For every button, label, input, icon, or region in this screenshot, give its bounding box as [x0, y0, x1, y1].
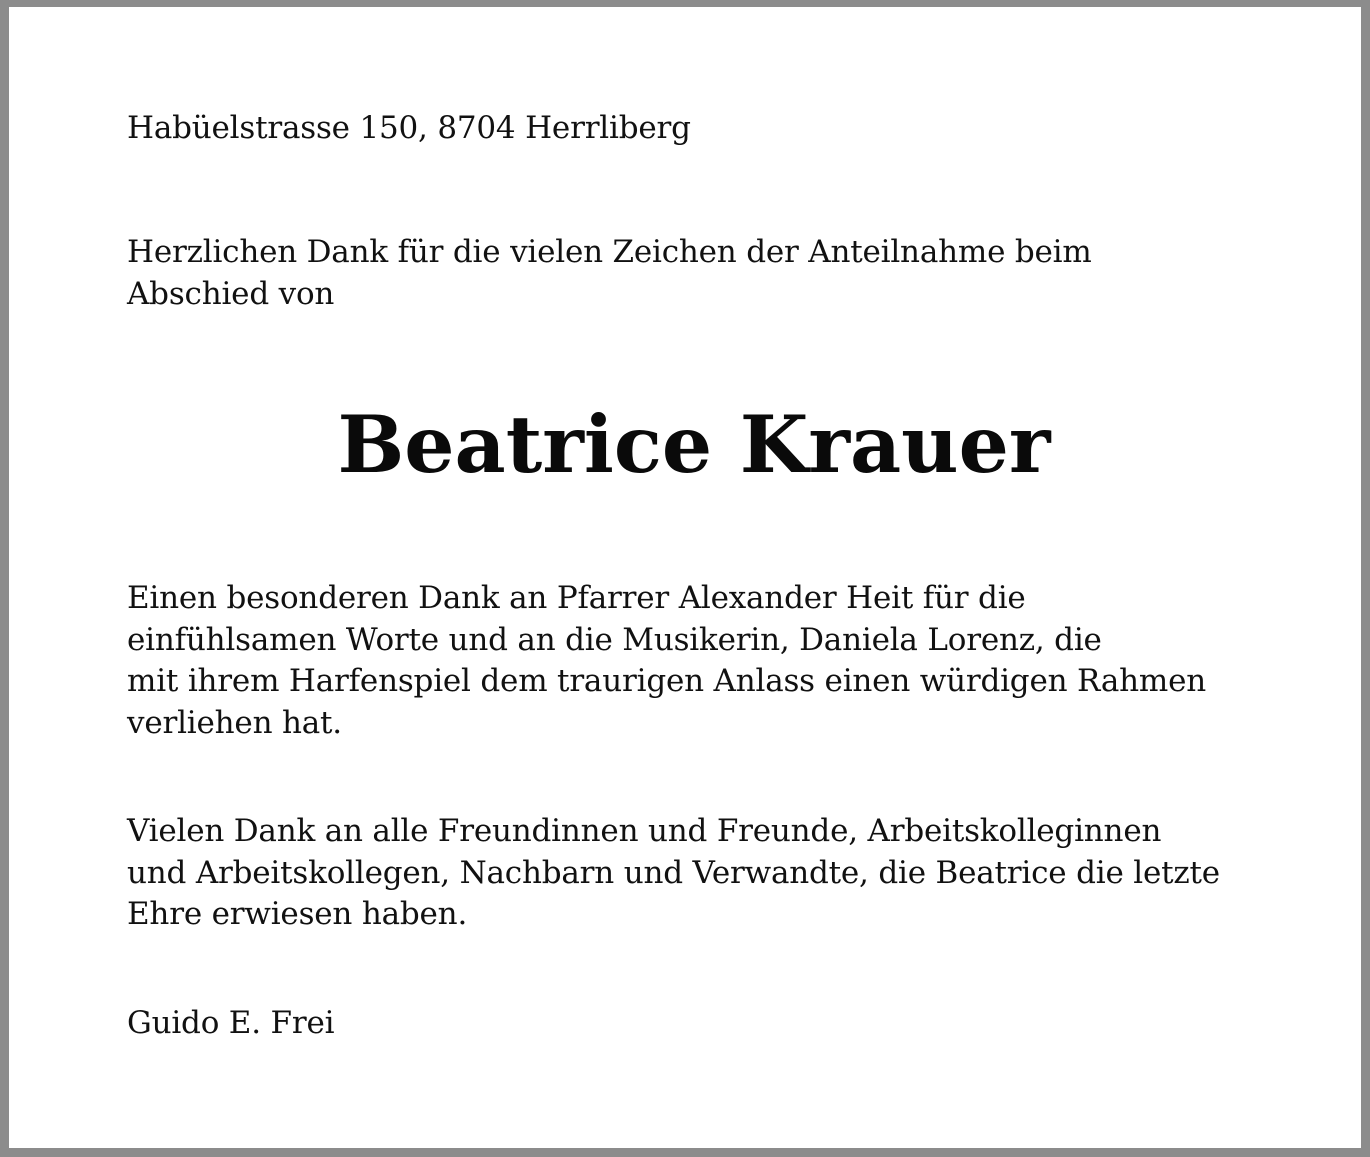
intro-line: Abschied von [127, 275, 335, 312]
paragraph-line: mit ihrem Harfenspiel dem traurigen Anlass einen würdigen Rahmen [127, 663, 1207, 699]
thanks-paragraph-1 [127, 578, 1277, 744]
signature [127, 1003, 1277, 1045]
deceased-name: Beatrice Krauer [337, 398, 1051, 491]
paragraph-line: Vielen Dank an alle Freundinnen und Freunde, Arbeitskolleginnen [127, 813, 1162, 849]
thanks-paragraph-2 [127, 811, 1277, 936]
paragraph-line: Ehre erwiesen haben. [127, 896, 468, 932]
signature-line: Guido E. Frei [127, 1005, 335, 1041]
address [127, 108, 1277, 150]
paragraph-line: und Arbeitskollegen, Nachbarn und Verwandte, die Beatrice die letzte [127, 854, 1220, 891]
paragraph-line: einfühlsamen Worte und an die Musikerin, Daniela Lorenz, die [127, 621, 1102, 658]
intro-text [127, 232, 1277, 315]
paragraph-line: verliehen hat. [127, 704, 342, 741]
address-line: Habüelstrasse 150, 8704 Herrliberg [127, 110, 691, 146]
intro-line: Herzlichen Dank für die vielen Zeichen der Anteilnahme beim [127, 234, 1092, 270]
paragraph-line: Einen besonderen Dank an Pfarrer Alexander Heit für die [127, 580, 1026, 616]
